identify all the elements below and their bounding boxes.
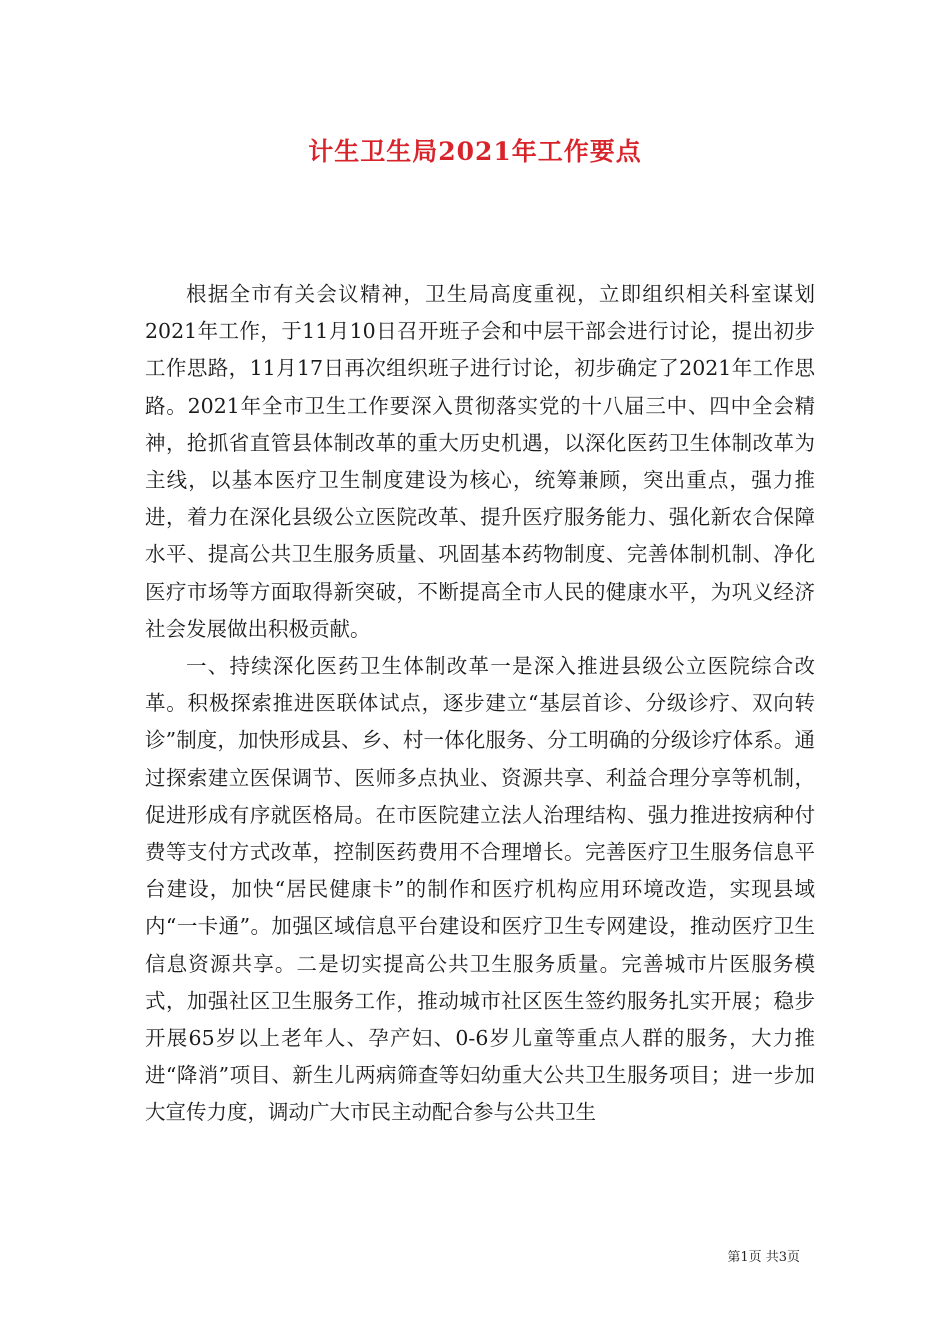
document-title: 计生卫生局2021年工作要点: [308, 137, 642, 166]
paragraph-intro: 根据全市有关会议精神，卫生局高度重视，立即组织相关科室谋划2021年工作，于11月10日召开班子会和中层干部会进行讨论，提出初步工作思路，11月17日再次组织班子进行讨论，初步确定了2021年工作思路。2021年全市卫生工作要深入贯彻落实党的十八届三中、四中全会精神，抢抓省直管县体制改革的重大历史机遇，以深化医药卫生体制改革为主线，以基本医疗卫生制度建设为核心，统筹兼顾，突出重点，强力推进，着力在深化县级公立医院改革、提升医疗服务能力、强化新农合保障水平、提高公共卫生服务质量、巩固基本药物制度、完善体制机制、净化医疗市场等方面取得新突破，不断提高全市人民的健康水平，为巩义经济社会发展做出积极贡献。: [145, 282, 815, 641]
paragraph-section-1: 一、持续深化医药卫生体制改革一是深入推进县级公立医院综合改革。积极探索推进医联体试点，逐步建立“基层首诊、分级诊疗、双向转诊”制度，加快形成县、乡、村一体化服务、分工明确的分级诊疗体系。通过探索建立医保调节、医师多点执业、资源共享、利益合理分享等机制，促进形成有序就医格局。在市医院建立法人治理结构、强力推进按病种付费等支付方式改革，控制医药费用不合理增长。完善医疗卫生服务信息平台建设，加快“居民健康卡”的制作和医疗机构应用环境改造，实现县域内“一卡通”。加强区域信息平台建设和医疗卫生专网建设，推动医疗卫生信息资源共享。二是切实提高公共卫生服务质量。完善城市片医服务模式，加强社区卫生服务工作，推动城市社区医生签约服务扎实开展；稳步开展65岁以上老年人、孕产妇、0-6岁儿童等重点人群的服务，大力推进“降消”项目、新生儿两病筛查等妇幼重大公共卫生服务项目；进一步加大宣传力度，调动广大市民主动配合参与公共卫生: [145, 654, 815, 1125]
page-number: 第1页 共3页: [727, 1250, 800, 1265]
document-body: [145, 276, 815, 1132]
